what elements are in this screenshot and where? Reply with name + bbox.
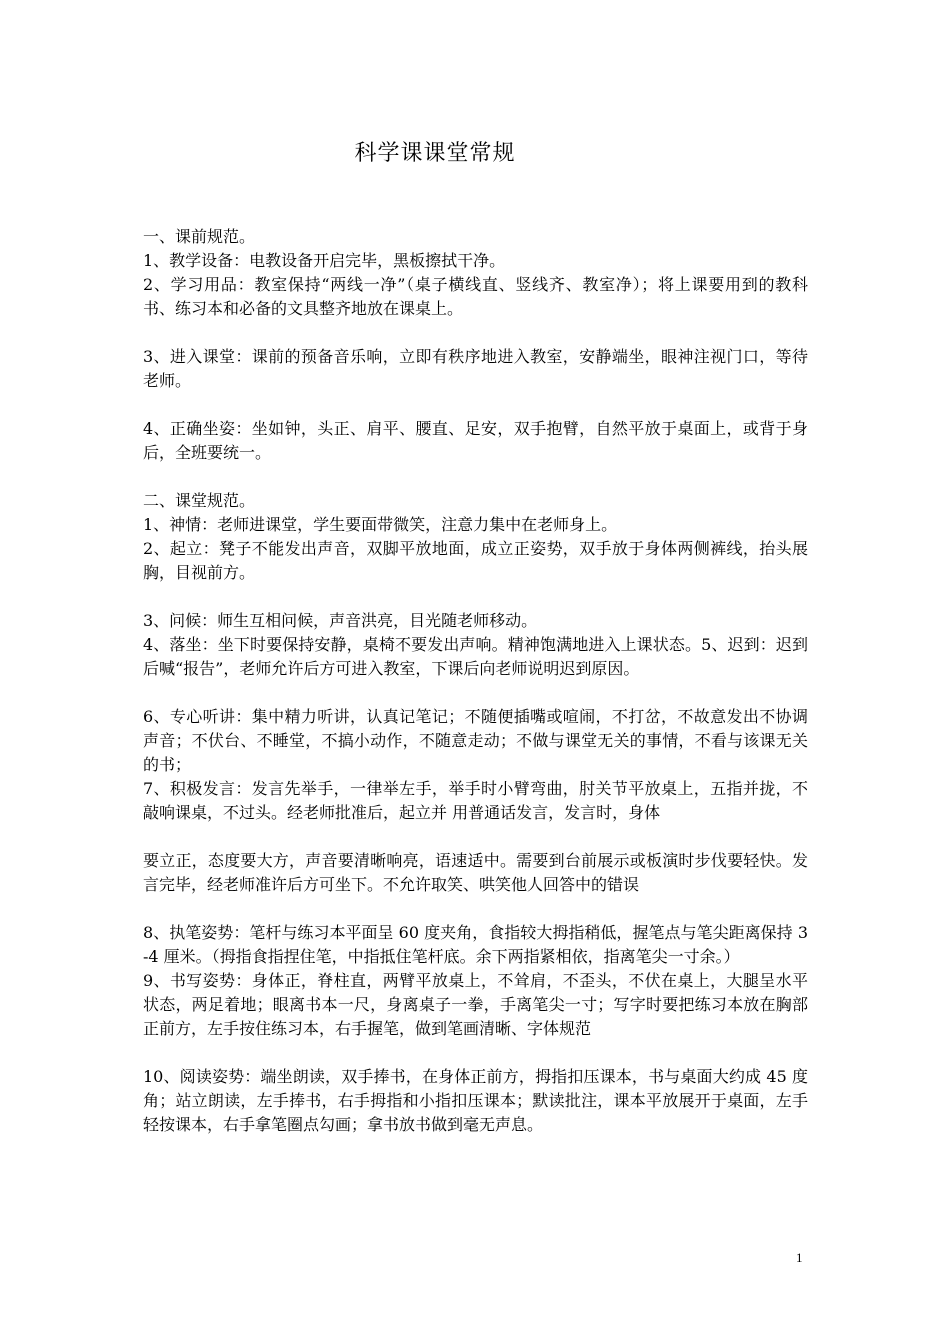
paragraph: 2、起立：凳子不能发出声音，双脚平放地面，成立正姿势，双手放于身体两侧裤线，抬头展胸，目视前方。 — [143, 539, 808, 582]
paragraph: 1、教学设备：电教设备开启完毕，黑板擦拭干净。 — [143, 251, 506, 270]
paragraph: 1、神情：老师进课堂，学生要面带微笑，注意力集中在老师身上。 — [143, 515, 618, 534]
paragraph: 3、进入课堂：课前的预备音乐响，立即有秩序地进入教室，安静端坐，眼神注视门口，等待老师。 — [143, 347, 808, 390]
document-title: 科学课课堂常规 — [354, 141, 516, 166]
paragraph: 4、正确坐姿：坐如钟，头正、肩平、腰直、足安，双手抱臂，自然平放于桌面上，或背于身后，全班要统一。 — [143, 419, 808, 462]
paragraph: 8、执笔姿势：笔杆与练习本平面呈 60 度夹角，食指较大拇指稍低，握笔点与笔尖距离保持 3-4 厘米。（拇指食指捏住笔，中指抵住笔杆底。余下两指紧相依，指离笔尖一寸余。） — [143, 923, 808, 966]
paragraph: 6、专心听讲：集中精力听讲，认真记笔记；不随便插嘴或喧闹，不打岔，不故意发出不协调声音；不伏台、不睡堂，不搞小动作，不随意走动；不做与课堂无关的事情，不看与该课无关的书； — [143, 707, 808, 774]
section-heading: 一、课前规范。 — [143, 227, 256, 246]
paragraph: 4、落坐：坐下时要保持安静，桌椅不要发出声响。精神饱满地进入上课状态。5、迟到：迟到后喊“报告”，老师允许后方可进入教室，下课后向老师说明迟到原因。 — [143, 635, 808, 678]
paragraph: 2、学习用品：教室保持“两线一净”（桌子横线直、竖线齐、教室净）；将上课要用到的教科书、练习本和必备的文具整齐地放在课桌上。 — [143, 275, 808, 318]
blank-line — [143, 681, 808, 705]
blank-line — [143, 321, 808, 345]
blank-line — [143, 393, 808, 417]
blank-line — [143, 465, 808, 489]
paragraph: 3、问候：师生互相问候，声音洪亮，目光随老师移动。 — [143, 611, 538, 630]
page-number: 1 — [796, 1250, 803, 1265]
blank-line — [143, 897, 808, 921]
blank-line — [143, 585, 808, 609]
paragraph: 7、积极发言：发言先举手，一律举左手，举手时小臂弯曲，肘关节平放桌上，五指并拢，不敲响课桌，不过头。经老师批准后，起立并 用普通话发言，发言时，身体 — [143, 779, 808, 822]
blank-line — [143, 825, 808, 849]
blank-line — [143, 1041, 808, 1065]
paragraph: 10、阅读姿势：端坐朗读，双手捧书，在身体正前方，拇指扣压课本，书与桌面大约成 45 度角；站立朗读，左手捧书，右手拇指和小指扣压课本；默读批注，课本平放展开于桌面，左手轻按课本，右手拿笔圈点勾画；拿书放书做到毫无声息。 — [143, 1067, 808, 1134]
paragraph: 9、书写姿势：身体正，脊柱直，两臂平放桌上，不耸肩，不歪头，不伏在桌上，大腿呈水平状态，两足着地；眼离书本一尺，身离桌子一拳，手离笔尖一寸；写字时要把练习本放在胸部正前方，左手按住练习本，右手握笔，做到笔画清晰、字体规范 — [143, 971, 808, 1038]
section-heading: 二、课堂规范。 — [143, 491, 256, 510]
paragraph: 要立正，态度要大方，声音要清晰响亮，语速适中。需要到台前展示或板演时步伐要轻快。发言完毕，经老师准许后方可坐下。不允许取笑、哄笑他人回答中的错误 — [143, 851, 808, 894]
document-body — [143, 225, 808, 1137]
